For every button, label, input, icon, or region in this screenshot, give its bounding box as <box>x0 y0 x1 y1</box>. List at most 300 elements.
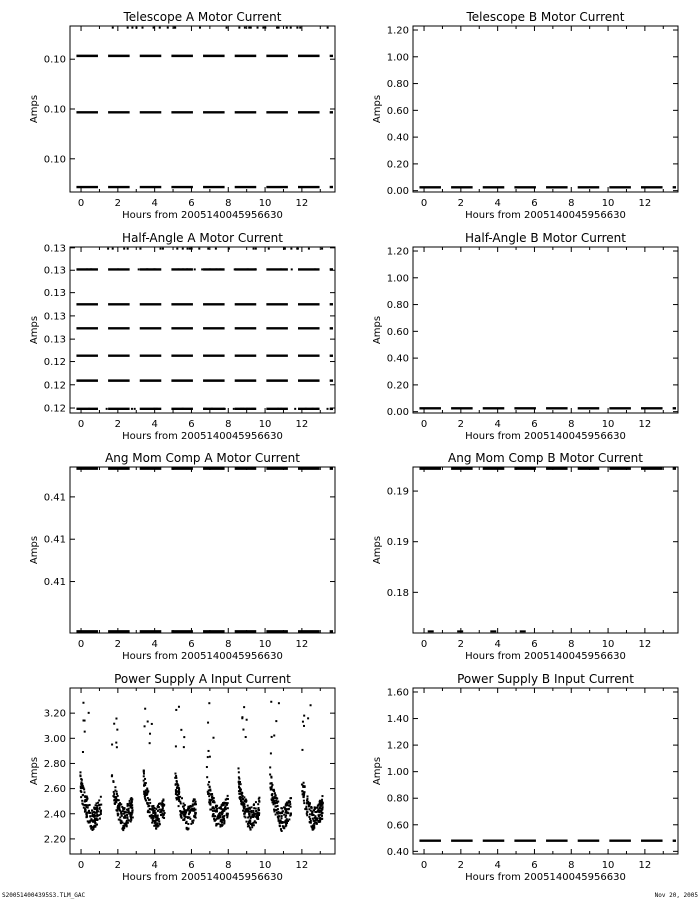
data-point <box>313 823 315 825</box>
data-point <box>281 815 283 817</box>
data-point <box>224 807 226 809</box>
data-point <box>148 799 150 801</box>
data-point <box>93 826 95 828</box>
data-point <box>81 803 83 805</box>
data-point <box>217 816 219 818</box>
footer-date-label: Nov 20, 2005 <box>654 892 698 899</box>
data-point <box>226 27 228 29</box>
data-point <box>313 809 315 811</box>
data-point <box>215 819 217 821</box>
chart-panel-2 <box>372 10 678 221</box>
data-point <box>271 782 273 784</box>
data-point <box>186 268 188 270</box>
data-point <box>306 798 308 800</box>
y-tick-label: 0.60 <box>386 105 409 117</box>
data-point <box>113 795 115 797</box>
y-axis-label: Amps <box>372 94 383 124</box>
data-point <box>224 408 226 410</box>
data-point <box>212 801 214 803</box>
data-point <box>153 810 155 812</box>
y-tick-label: 0.41 <box>43 534 66 546</box>
data-point <box>119 804 121 806</box>
data-point <box>143 773 145 775</box>
x-tick-label: 6 <box>188 198 195 209</box>
data-point <box>287 802 289 804</box>
y-tick-label: 0.00 <box>386 186 409 198</box>
data-point <box>183 736 185 738</box>
data-point <box>151 822 153 824</box>
x-axis-label: Hours from 2005140045956630 <box>465 872 626 883</box>
data-point <box>96 809 98 811</box>
data-point <box>209 756 211 758</box>
data-point <box>321 795 323 797</box>
data-point <box>188 809 190 811</box>
data-point <box>117 814 119 816</box>
data-point <box>319 810 321 812</box>
x-axis-label: Hours from 2005140045956630 <box>122 872 283 883</box>
x-tick-label: 4 <box>494 860 501 871</box>
x-tick-label: 2 <box>114 419 122 430</box>
data-point <box>176 248 178 250</box>
data-series-1 <box>79 701 323 832</box>
data-point <box>321 812 323 814</box>
data-point <box>82 702 84 704</box>
data-point <box>96 805 98 807</box>
data-point <box>187 828 189 830</box>
data-point <box>238 781 240 783</box>
y-tick-label: 0.13 <box>43 243 66 255</box>
x-tick-label: 10 <box>258 860 272 871</box>
data-point <box>219 268 221 270</box>
data-point <box>275 809 277 811</box>
x-tick-label: 2 <box>457 419 465 430</box>
data-point <box>84 731 86 733</box>
data-point <box>269 773 271 775</box>
data-point <box>257 811 259 813</box>
data-point <box>147 721 149 723</box>
chart-title: Power Supply A Input Current <box>114 672 291 686</box>
data-point <box>147 790 149 792</box>
data-point <box>271 794 273 796</box>
data-point <box>257 803 259 805</box>
data-point <box>319 802 321 804</box>
data-point <box>112 248 114 250</box>
data-point <box>154 815 156 817</box>
data-point <box>206 766 208 768</box>
data-point <box>122 827 124 829</box>
y-tick-label: 0.80 <box>386 300 409 312</box>
data-point <box>148 805 150 807</box>
data-point <box>183 808 185 810</box>
data-point <box>291 268 293 270</box>
y-tick-label: 1.00 <box>386 52 409 64</box>
data-point <box>283 814 285 816</box>
data-point <box>152 812 154 814</box>
data-point <box>209 268 211 270</box>
data-point <box>253 803 255 805</box>
data-point <box>275 805 277 807</box>
data-point <box>288 800 290 802</box>
data-point <box>275 720 277 722</box>
data-point <box>159 802 161 804</box>
data-point <box>309 803 311 805</box>
data-point <box>209 790 211 792</box>
y-tick-label: 0.41 <box>43 577 66 589</box>
data-point <box>255 801 257 803</box>
data-point <box>241 792 243 794</box>
plot-frame <box>70 247 335 413</box>
x-tick-label: 6 <box>188 860 195 871</box>
plot-frame <box>413 247 678 413</box>
data-point <box>327 408 329 410</box>
data-point <box>85 806 87 808</box>
data-point <box>198 248 200 250</box>
data-point <box>279 822 281 824</box>
y-tick-label: 0.80 <box>386 793 409 805</box>
data-point <box>190 805 192 807</box>
data-point <box>150 817 152 819</box>
x-tick-label: 10 <box>258 198 272 209</box>
data-point <box>194 816 196 818</box>
data-point <box>155 812 157 814</box>
data-point <box>313 820 315 822</box>
data-point <box>223 804 225 806</box>
x-tick-label: 10 <box>258 419 272 430</box>
data-point <box>270 752 272 754</box>
data-point <box>258 807 260 809</box>
data-point <box>167 27 169 29</box>
data-point <box>281 812 283 814</box>
x-tick-label: 0 <box>77 419 85 430</box>
data-point <box>215 805 217 807</box>
data-point <box>227 795 229 797</box>
y-tick-label: 0.20 <box>386 159 409 171</box>
data-point <box>280 268 282 270</box>
data-point <box>285 810 287 812</box>
data-point <box>262 27 264 29</box>
x-tick-label: 2 <box>114 860 122 871</box>
data-point <box>226 814 228 816</box>
data-point <box>88 712 90 714</box>
data-point <box>82 794 84 796</box>
data-point <box>114 786 116 788</box>
data-point <box>81 783 83 785</box>
y-tick-label: 2.20 <box>43 834 66 846</box>
data-point <box>248 811 250 813</box>
data-point <box>118 808 120 810</box>
data-point <box>122 810 124 812</box>
data-series-1 <box>76 469 333 632</box>
x-tick-label: 10 <box>258 639 272 650</box>
data-point <box>159 27 161 29</box>
x-tick-label: 12 <box>295 639 309 650</box>
data-point <box>278 702 280 704</box>
data-point <box>149 802 151 804</box>
data-point <box>128 808 130 810</box>
chart-panel-3 <box>29 231 335 442</box>
data-point <box>134 408 136 410</box>
data-point <box>188 813 190 815</box>
data-point <box>310 806 312 808</box>
data-point <box>243 813 245 815</box>
y-tick-label: 0.60 <box>386 820 409 832</box>
data-point <box>303 715 305 717</box>
data-point <box>144 795 146 797</box>
data-point <box>175 791 177 793</box>
data-point <box>282 826 284 828</box>
data-point <box>80 791 82 793</box>
data-point <box>201 268 203 270</box>
y-tick-label: 0.10 <box>43 154 66 166</box>
data-point <box>90 268 92 270</box>
data-point <box>208 702 210 704</box>
data-point <box>321 815 323 817</box>
data-point <box>100 804 102 806</box>
data-point <box>91 812 93 814</box>
data-point <box>122 825 124 827</box>
data-point <box>211 408 213 410</box>
data-point <box>277 801 279 803</box>
data-point <box>162 248 164 250</box>
y-tick-label: 0.60 <box>386 326 409 338</box>
data-point <box>316 817 318 819</box>
data-point <box>94 820 96 822</box>
x-tick-label: 12 <box>638 639 652 650</box>
data-point <box>189 811 191 813</box>
data-point <box>303 802 305 804</box>
y-tick-label: 3.00 <box>43 733 66 745</box>
y-tick-label: 1.00 <box>386 767 409 779</box>
data-point <box>284 248 286 250</box>
x-axis-label: Hours from 2005140045956630 <box>122 431 283 442</box>
data-point <box>80 775 82 777</box>
data-point <box>308 805 310 807</box>
data-point <box>271 788 273 790</box>
data-point <box>209 802 211 804</box>
data-point <box>131 27 133 29</box>
data-point <box>306 802 308 804</box>
x-tick-label: 12 <box>295 860 309 871</box>
data-point <box>147 797 149 799</box>
x-tick-label: 2 <box>457 639 465 650</box>
data-point <box>305 806 307 808</box>
chart-title: Telescope A Motor Current <box>123 10 282 24</box>
y-tick-label: 0.12 <box>43 380 66 392</box>
chart-panel-6 <box>372 451 678 662</box>
y-axis-label: Amps <box>29 535 40 565</box>
data-point <box>144 778 146 780</box>
data-point <box>143 775 145 777</box>
data-point <box>240 783 242 785</box>
x-tick-label: 8 <box>568 639 575 650</box>
data-point <box>100 796 102 798</box>
data-point <box>195 801 197 803</box>
data-point <box>83 791 85 793</box>
data-point <box>182 248 184 250</box>
data-point <box>311 812 313 814</box>
data-point <box>81 800 83 802</box>
data-point <box>303 725 305 727</box>
data-point <box>279 825 281 827</box>
data-point <box>213 813 215 815</box>
data-point <box>245 821 247 823</box>
data-point <box>321 800 323 802</box>
data-point <box>319 808 321 810</box>
data-point <box>83 804 85 806</box>
data-point <box>139 248 141 250</box>
data-point <box>280 408 282 410</box>
data-point <box>278 820 280 822</box>
x-tick-label: 12 <box>638 860 652 871</box>
x-tick-label: 4 <box>494 639 501 650</box>
data-point <box>177 784 179 786</box>
data-point <box>177 787 179 789</box>
data-point <box>98 799 100 801</box>
data-point <box>127 27 129 29</box>
data-point <box>160 248 162 250</box>
data-point <box>289 815 291 817</box>
data-point <box>84 720 86 722</box>
data-point <box>243 803 245 805</box>
data-point <box>175 709 177 711</box>
data-point <box>220 820 222 822</box>
y-tick-label: 0.10 <box>43 54 66 66</box>
data-point <box>290 27 292 29</box>
data-point <box>93 807 95 809</box>
data-point <box>85 813 87 815</box>
y-tick-label: 0.13 <box>43 311 66 323</box>
data-point <box>273 735 275 737</box>
data-point <box>251 826 253 828</box>
x-tick-label: 12 <box>638 419 652 430</box>
data-point <box>162 799 164 801</box>
data-point <box>280 828 282 830</box>
data-point <box>121 806 123 808</box>
x-tick-label: 6 <box>531 198 538 209</box>
data-point <box>248 815 250 817</box>
data-point <box>146 268 148 270</box>
data-point <box>113 781 115 783</box>
data-point <box>158 820 160 822</box>
data-point <box>89 825 91 827</box>
data-point <box>143 791 145 793</box>
data-point <box>183 819 185 821</box>
data-point <box>115 718 117 720</box>
data-point <box>156 824 158 826</box>
data-point <box>279 812 281 814</box>
x-tick-label: 0 <box>77 198 85 209</box>
data-point <box>144 725 146 727</box>
data-point <box>208 781 210 783</box>
data-point <box>120 811 122 813</box>
y-tick-label: 1.40 <box>386 714 409 726</box>
data-point <box>215 268 217 270</box>
x-tick-label: 10 <box>601 639 615 650</box>
data-point <box>250 811 252 813</box>
data-point <box>131 801 133 803</box>
data-point <box>132 809 134 811</box>
x-tick-label: 0 <box>420 419 428 430</box>
data-point <box>152 805 154 807</box>
data-point <box>129 800 131 802</box>
data-point <box>299 27 301 29</box>
x-tick-label: 6 <box>531 639 538 650</box>
data-point <box>207 722 209 724</box>
data-point <box>97 815 99 817</box>
data-point <box>156 408 158 410</box>
data-point <box>321 804 323 806</box>
data-point <box>174 27 176 29</box>
x-tick-label: 8 <box>225 419 232 430</box>
data-point <box>308 808 310 810</box>
data-point <box>113 793 115 795</box>
data-point <box>162 804 164 806</box>
data-point <box>321 799 323 801</box>
data-point <box>84 795 86 797</box>
data-point <box>130 798 132 800</box>
data-point <box>245 736 247 738</box>
data-point <box>213 808 215 810</box>
data-point <box>274 794 276 796</box>
data-point <box>244 816 246 818</box>
data-point <box>269 787 271 789</box>
chart-title: Telescope B Motor Current <box>466 10 625 24</box>
y-tick-label: 0.13 <box>43 288 66 300</box>
x-tick-label: 12 <box>638 198 652 209</box>
data-point <box>175 775 177 777</box>
x-tick-label: 8 <box>568 419 575 430</box>
x-tick-label: 2 <box>457 860 465 871</box>
data-point <box>314 815 316 817</box>
y-tick-label: 1.20 <box>386 25 409 37</box>
data-point <box>113 799 115 801</box>
data-point <box>272 801 274 803</box>
data-point <box>120 822 122 824</box>
data-point <box>128 810 130 812</box>
data-point <box>122 829 124 831</box>
data-point <box>82 751 84 753</box>
data-point <box>162 809 164 811</box>
data-point <box>93 816 95 818</box>
data-point <box>178 805 180 807</box>
data-point <box>115 742 117 744</box>
x-tick-label: 12 <box>295 419 309 430</box>
data-point <box>248 27 250 29</box>
x-tick-label: 0 <box>420 639 428 650</box>
data-point <box>257 27 259 29</box>
data-point <box>156 822 158 824</box>
data-point <box>306 808 308 810</box>
data-point <box>275 814 277 816</box>
data-point <box>92 820 94 822</box>
data-point <box>147 802 149 804</box>
data-point <box>130 807 132 809</box>
data-point <box>244 806 246 808</box>
chart-title: Half-Angle A Motor Current <box>122 231 283 245</box>
data-point <box>238 790 240 792</box>
y-tick-label: 1.20 <box>386 246 409 258</box>
data-point <box>183 746 185 748</box>
data-point <box>144 798 146 800</box>
y-tick-label: 3.20 <box>43 708 66 720</box>
data-point <box>264 27 266 29</box>
data-point <box>117 268 119 270</box>
x-axis-label: Hours from 2005140045956630 <box>465 210 626 221</box>
data-point <box>303 800 305 802</box>
data-point <box>213 797 215 799</box>
data-point <box>180 802 182 804</box>
data-point <box>175 789 177 791</box>
